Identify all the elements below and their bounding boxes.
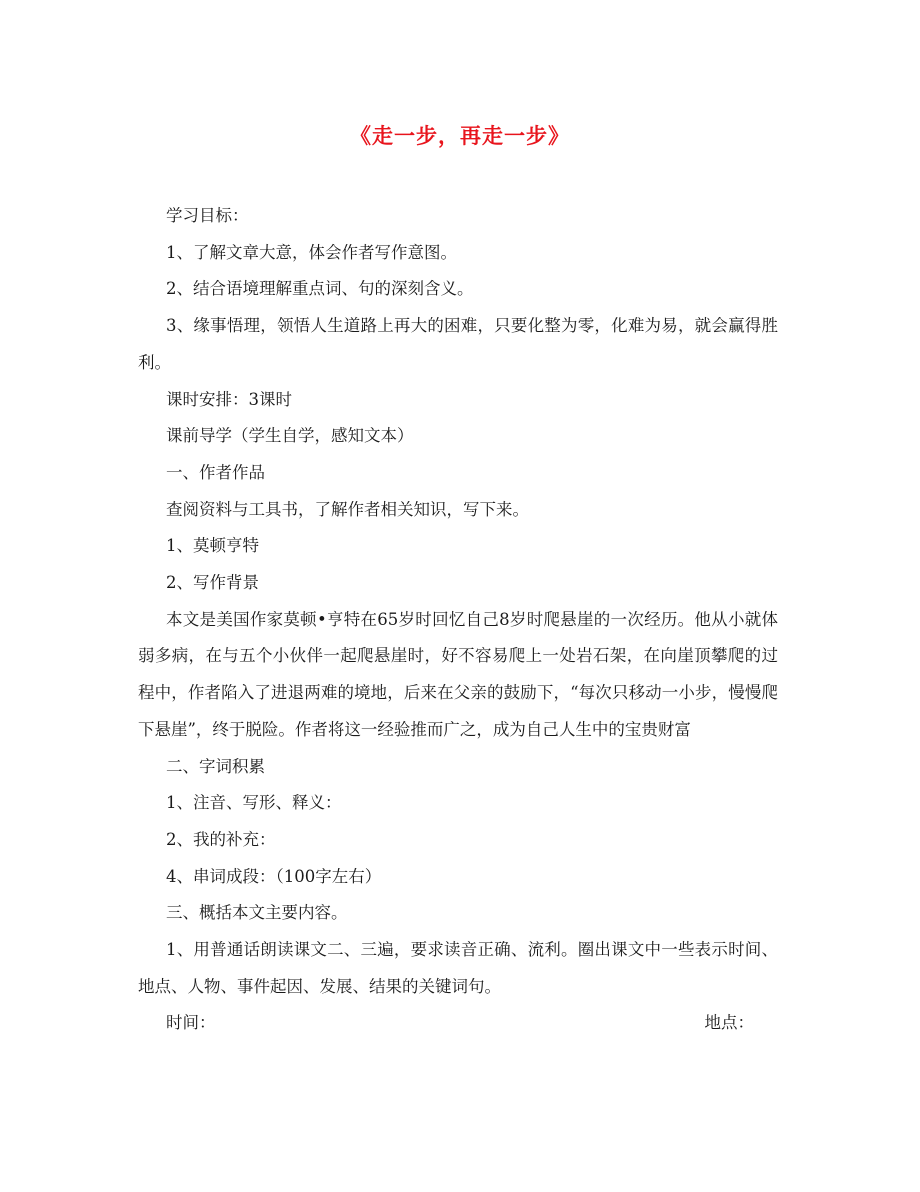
objectives-heading: 学习目标： (166, 206, 249, 225)
objective-1: 1、了解文章大意，体会作者写作意图。 (166, 242, 457, 262)
vocab-item-2: 2、我的补充： (166, 829, 276, 849)
author-item: 1、莫顿亨特 (166, 536, 259, 556)
vocab-item-1: 1、注音、写形、释义： (166, 793, 342, 813)
section-1-instruction: 查阅资料与工具书，了解作者相关知识，写下来。 (166, 499, 529, 519)
place-label: 地点： (704, 1013, 754, 1033)
section-3-heading: 三、概括本文主要内容。 (166, 903, 348, 923)
vocab-item-4: 4、串词成段：（100字左右） (166, 866, 382, 886)
time-place-row (138, 1005, 778, 1042)
pre-study-heading: 课前导学（学生自学，感知文本） (166, 426, 414, 446)
reading-instruction: 1、用普通话朗读课文二、三遍，要求读音正确、流利。圈出课文中一些表示时间、地点、人物、事件起因、发展、结果的关键词句。 (138, 940, 778, 996)
objective-3: 3、缘事悟理，领悟人生道路上再大的困难，只要化整为零，化难为易，就会赢得胜利。 (138, 316, 778, 372)
section-2-heading: 二、字词积累 (166, 756, 265, 776)
section-1-heading: 一、作者作品 (166, 462, 265, 482)
background-paragraph: 本文是美国作家莫顿•亨特在65岁时回忆自己8岁时爬悬崖的一次经历。他从小就体弱多病，在与五个小伙伴一起爬悬崖时，好不容易爬上一处岩石架，在向崖顶攀爬的过程中，作者陷入了进退两难的境地，后来在父亲的鼓励下，“每次只移动一小步，慢慢爬下悬崖”，终于脱险。作者将这一经验推而广之，成为自己人生中的宝贵财富 (138, 609, 778, 739)
document-title: 《走一步，再走一步》 (350, 123, 570, 148)
schedule-line: 课时安排：3课时 (166, 389, 292, 409)
document-body (138, 198, 778, 1042)
time-label: 时间： (166, 1013, 216, 1033)
objective-2: 2、结合语境理解重点词、句的深刻含义。 (166, 279, 474, 299)
background-item: 2、写作背景 (166, 573, 259, 593)
